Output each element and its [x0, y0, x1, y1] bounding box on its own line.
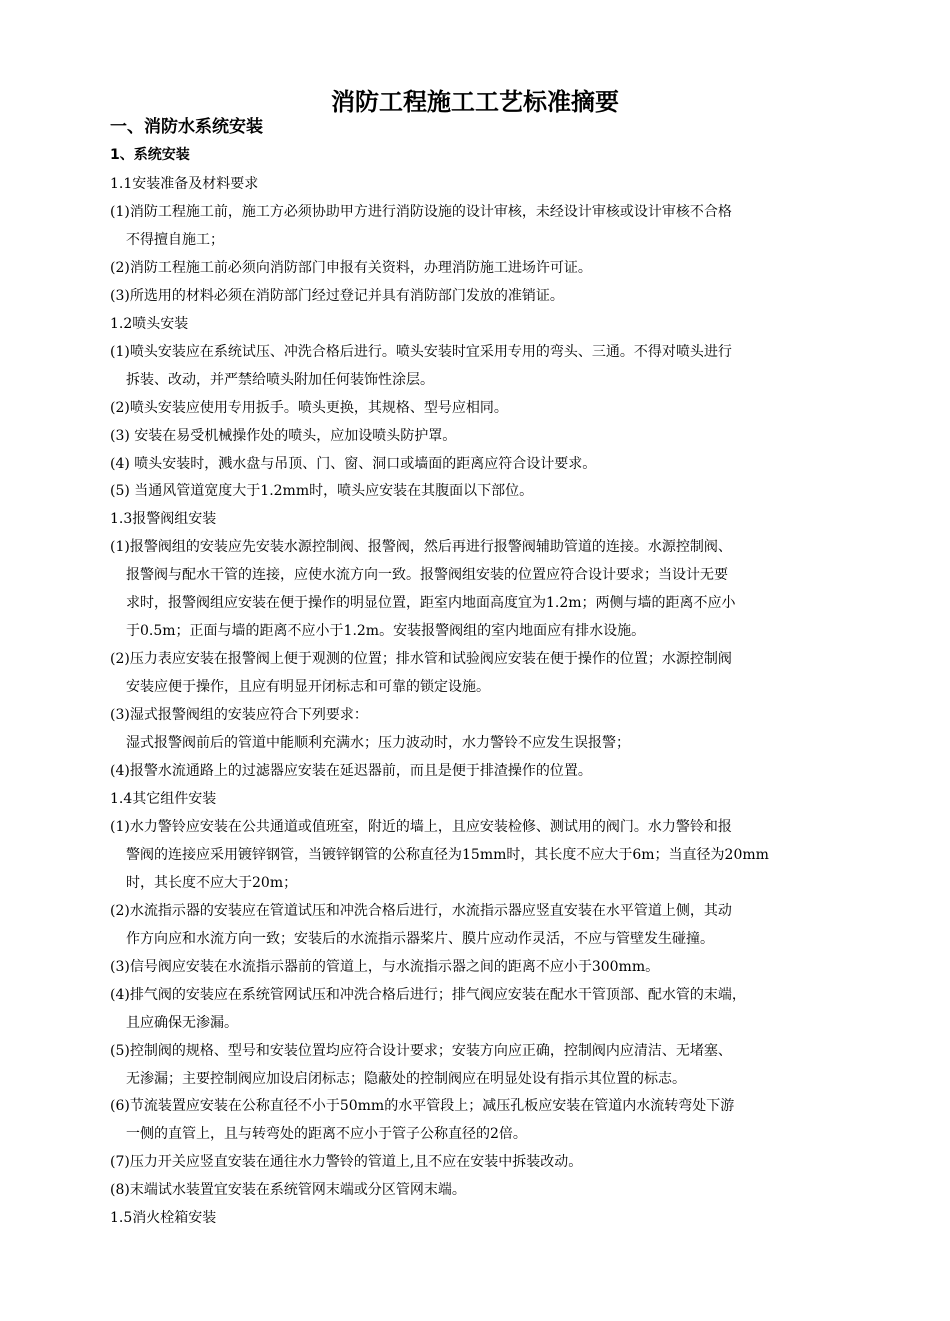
- paragraph-line: (2)水流指示器的安装应在管道试压和冲洗合格后进行，水流指示器应竖直安装在水平管道上侧，其动: [110, 902, 732, 919]
- section-heading: 一、消防水系统安装: [110, 117, 263, 137]
- paragraph-line: 作方向应和水流方向一致；安装后的水流指示器桨片、膜片应动作灵活，不应与管壁发生碰撞。: [126, 930, 714, 947]
- paragraph-line: 1.4其它组件安装: [110, 790, 217, 807]
- paragraph-line: 报警阀与配水干管的连接，应使水流方向一致。报警阀组安装的位置应符合设计要求；当设计无要: [126, 567, 728, 584]
- paragraph-line: (1)喷头安装应在系统试压、冲洗合格后进行。喷头安装时宜采用专用的弯头、三通。不得对喷头进行: [110, 343, 732, 360]
- paragraph-line: (3)所选用的材料必须在消防部门经过登记并具有消防部门发放的准销证。: [110, 287, 564, 304]
- paragraph-line: (1)报警阀组的安装应先安装水源控制阀、报警阀，然后再进行报警阀辅助管道的连接。水源控制阀、: [110, 539, 732, 556]
- paragraph-line: (5) 当通风管道宽度大于1.2mm时，喷头应安装在其腹面以下部位。: [110, 483, 534, 500]
- paragraph-line: (7)压力开关应竖直安装在通往水力警铃的管道上,且不应在安装中拆装改动。: [110, 1154, 583, 1171]
- paragraph-line: 1.2喷头安装: [110, 315, 189, 332]
- paragraph-line: (6)节流装置应安装在公称直径不小于50mm的水平管段上；减压孔板应安装在管道内水流转弯处下游: [110, 1098, 735, 1115]
- paragraph-line: (2)压力表应安装在报警阀上便于观测的位置；排水管和试验阀应安装在便于操作的位置；水源控制阀: [110, 651, 732, 668]
- paragraph-line: 时，其长度不应大于20m；: [126, 874, 298, 891]
- paragraph-line: (4)排气阀的安装应在系统管网试压和冲洗合格后进行；排气阀应安装在配水干管顶部、配水管的末端，: [110, 986, 746, 1003]
- paragraph-line: 1.5消火栓箱安装: [110, 1210, 217, 1227]
- paragraph-line: (3)信号阀应安装在水流指示器前的管道上，与水流指示器之间的距离不应小于300mm。: [110, 958, 660, 975]
- paragraph-line: 1.1安装准备及材料要求: [110, 176, 259, 192]
- paragraph-line: (3)湿式报警阀组的安装应符合下列要求：: [110, 707, 368, 724]
- paragraph-line: (4)报警水流通路上的过滤器应安装在延迟器前，而且是便于排渣操作的位置。: [110, 763, 592, 780]
- paragraph-line: 于0.5m；正面与墙的距离不应小于1.2m。安装报警阀组的室内地面应有排水设施。: [126, 623, 646, 640]
- paragraph-line: (2)喷头安装应使用专用扳手。喷头更换，其规格、型号应相同。: [110, 399, 508, 416]
- paragraph-line: 一侧的直管上，且与转弯处的距离不应小于管子公称直径的2倍。: [126, 1126, 527, 1143]
- paragraph-line: (1)水力警铃应安装在公共通道或值班室，附近的墙上，且应安装检修、测试用的阀门。水力警铃和报: [110, 818, 732, 835]
- paragraph-line: 无渗漏；主要控制阀应加设启闭标志；隐蔽处的控制阀应在明显处设有指示其位置的标志。: [126, 1070, 686, 1087]
- paragraph-line: (8)末端试水装置宜安装在系统管网末端或分区管网末端。: [110, 1182, 466, 1199]
- paragraph-line: 1.3报警阀组安装: [110, 511, 217, 528]
- paragraph-line: (3) 安装在易受机械操作处的喷头，应加设喷头防护罩。: [110, 427, 457, 444]
- subsection-heading: 1、系统安装: [110, 147, 190, 163]
- paragraph-line: (5)控制阀的规格、型号和安装位置均应符合设计要求；安装方向应正确，控制阀内应清洁、无堵塞、: [110, 1042, 732, 1059]
- paragraph-line: 安装应便于操作，且应有明显开闭标志和可靠的锁定设施。: [126, 679, 490, 696]
- paragraph-line: 拆装、改动，并严禁给喷头附加任何装饰性涂层。: [126, 371, 434, 388]
- paragraph-line: 警阀的连接应采用镀锌钢管，当镀锌钢管的公称直径为15mm时，其长度不应大于6m；当直径为20mm: [126, 846, 769, 863]
- paragraph-line: 求时，报警阀组应安装在便于操作的明显位置，距室内地面高度宜为1.2m；两侧与墙的距离不应小: [126, 595, 736, 612]
- paragraph-line: 湿式报警阀前后的管道中能顺利充满水；压力波动时，水力警铃不应发生误报警；: [126, 735, 630, 752]
- paragraph-line: (1)消防工程施工前，施工方必须协助甲方进行消防设施的设计审核，未经设计审核或设计审核不合格: [110, 203, 732, 220]
- paragraph-line: 且应确保无渗漏。: [126, 1014, 238, 1031]
- document-body: [110, 171, 850, 1233]
- document-title: 消防工程施工工艺标准摘要: [331, 88, 619, 116]
- paragraph-line: 不得擅自施工；: [126, 231, 224, 248]
- paragraph-line: (4) 喷头安装时，溅水盘与吊顶、门、窗、洞口或墙面的距离应符合设计要求。: [110, 455, 597, 472]
- paragraph-line: (2)消防工程施工前必须向消防部门申报有关资料，办理消防施工进场许可证。: [110, 259, 592, 276]
